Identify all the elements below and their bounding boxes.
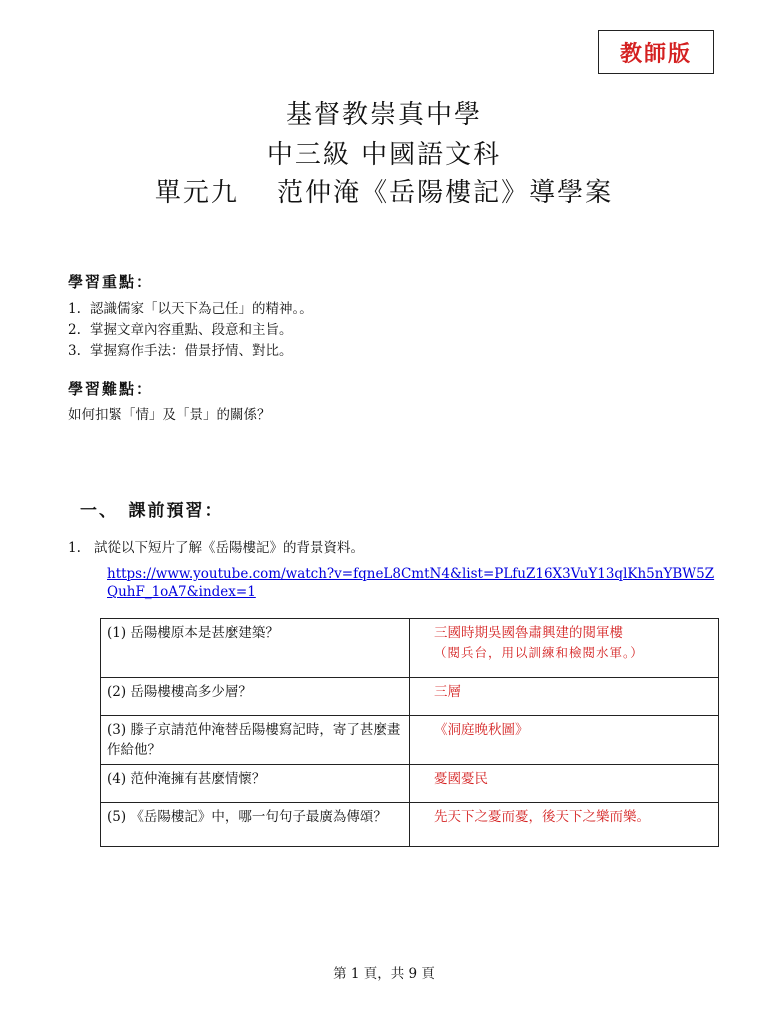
question-cell: (5) 《岳陽樓記》中，哪一句句子最廣為傳頌？ <box>101 803 410 847</box>
focus-item-number: 1. <box>68 301 81 317</box>
focus-item-2 <box>68 318 293 338</box>
learning-focus-heading: 學習重點： <box>68 273 154 291</box>
learning-difficulty-text: 如何扣緊「情」及「景」的關係？ <box>68 407 271 423</box>
course-title: 中三級 中國語文科 <box>266 140 502 170</box>
answer-cell: 《洞庭晚秋圖》 <box>410 716 719 765</box>
learning-difficulty-heading: 學習難點： <box>68 380 154 398</box>
focus-item-text: 認識儒家「以天下為己任」的精神。。 <box>90 301 313 317</box>
answer-cell <box>410 619 719 678</box>
preview-section-heading: 一、 課前預習： <box>80 501 224 521</box>
focus-item-1 <box>68 297 313 317</box>
table-row <box>101 678 719 716</box>
answer-cell: 先天下之憂而憂，後天下之樂而樂。 <box>410 803 719 847</box>
focus-item-number: 2. <box>68 322 81 338</box>
question-cell: (3) 滕子京請范仲淹替岳陽樓寫記時，寄了甚麼畫作給他？ <box>101 716 410 765</box>
focus-item-3 <box>68 339 293 359</box>
preview-question-1 <box>68 536 364 556</box>
question-text: 試從以下短片了解《岳陽樓記》的背景資料。 <box>94 540 364 556</box>
question-cell: (4) 范仲淹擁有甚麼情懷？ <box>101 765 410 803</box>
answer-cell: 憂國憂民 <box>410 765 719 803</box>
answer-note: （閱兵台，用以訓練和檢閱水軍。） <box>434 645 644 660</box>
teacher-edition-badge: 教師版 <box>598 30 714 74</box>
table-row <box>101 619 719 678</box>
table-row <box>101 765 719 803</box>
table-row <box>101 716 719 765</box>
school-name: 基督教崇真中學 <box>285 100 482 130</box>
qa-table <box>100 618 719 847</box>
question-cell: (1) 岳陽樓原本是甚麼建築？ <box>101 619 410 678</box>
youtube-link[interactable]: https://www.youtube.com/watch?v=fqneL8CmtN4&list=PLfuZ16X3VuY13qlKh5nYBW5ZQuhF_1oA7&index=1 <box>107 566 715 600</box>
answer-text: 三國時期吳國魯肅興建的閱軍樓 <box>434 625 623 641</box>
focus-item-text: 掌握寫作手法：借景抒情、對比。 <box>90 343 293 359</box>
table-row <box>101 803 719 847</box>
question-cell: (2) 岳陽樓樓高多少層？ <box>101 678 410 716</box>
unit-title: 單元九 范仲淹《岳陽樓記》導學案 <box>154 178 614 208</box>
focus-item-text: 掌握文章內容重點、段意和主旨。 <box>90 322 293 338</box>
focus-item-number: 3. <box>68 343 81 359</box>
question-number: 1. <box>68 540 81 556</box>
page-footer: 第 1 頁，共 9 頁 <box>333 966 435 982</box>
answer-cell: 三層 <box>410 678 719 716</box>
